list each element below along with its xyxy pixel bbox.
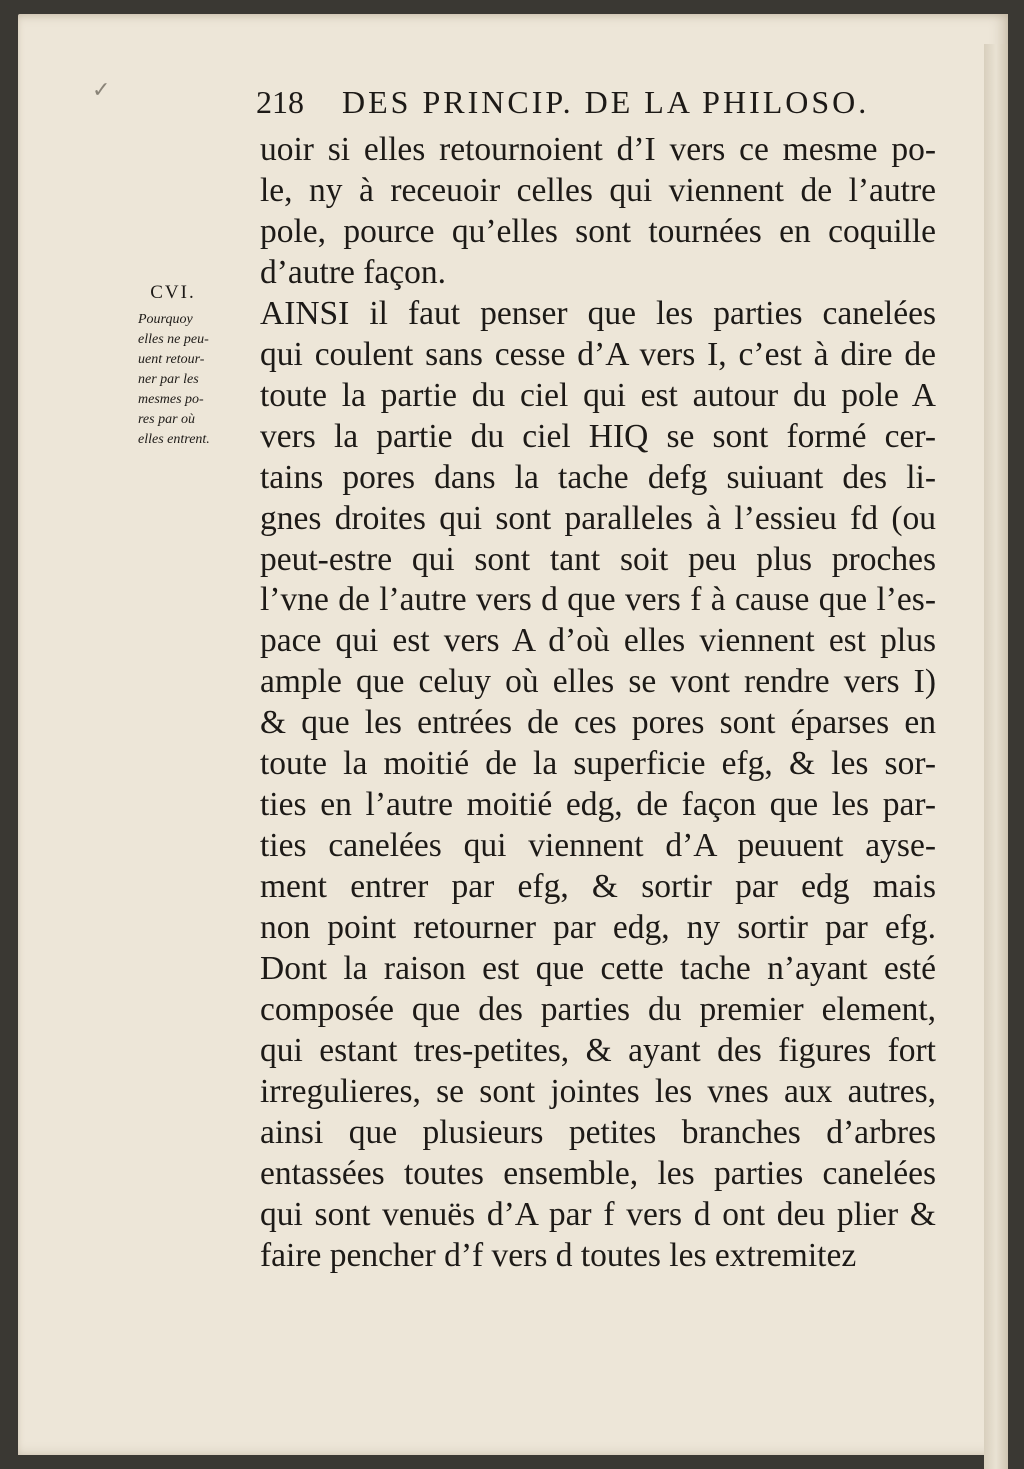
text-line: gnes droites qui sont paralleles à l’essieu fd (ou (260, 499, 936, 537)
text-line: tains pores dans la tache defg suiuant des li- (260, 458, 936, 496)
text-line: AINSI il faut penser que les parties canelées (260, 294, 936, 332)
margin-note-line: uent retour- (138, 352, 205, 367)
margin-note-line: Pourquoy (138, 312, 193, 327)
text-line: composée que des parties du premier element, (260, 990, 936, 1028)
text-line: l’vne de l’autre vers d que vers f à cause que l’es- (260, 581, 936, 619)
text-line: ment entrer par efg, & sortir par edg mais (260, 868, 936, 906)
page-gutter-edge (984, 44, 1008, 1469)
text-line: pace qui est vers A d’où elles viennent est plus (260, 622, 936, 660)
text-line: non point retourner par edg, ny sortir par efg. (260, 909, 936, 947)
text-line: vers la partie du ciel HIQ se sont formé cer- (260, 417, 936, 455)
margin-note-line: mesmes po- (138, 392, 204, 407)
margin-note-number: CVI. (150, 282, 196, 303)
text-line: ample que celuy où elles se vont rendre vers I) (260, 663, 936, 701)
margin-note (138, 282, 260, 450)
text-line: ties canelées qui viennent d’A peuuent ayse- (260, 827, 936, 865)
margin-note-line: elles ne peu- (138, 332, 209, 347)
text-line: entassées toutes ensemble, les parties canelées (260, 1154, 936, 1192)
text-line: faire pencher d’f vers d toutes les extremitez (260, 1236, 857, 1274)
text-line: pole, pource qu’elles sont tournées en coquille (260, 212, 936, 250)
text-line: qui sont venuës d’A par f vers d ont deu plier & (260, 1195, 936, 1233)
text-line: uoir si elles retournoient d’I vers ce mesme po- (260, 131, 936, 168)
text-line: toute la partie du ciel qui est autour du pole A (260, 376, 936, 414)
text-line: le, ny à receuoir celles qui viennent de l’autre (260, 171, 936, 209)
running-head: DES PRINCIP. DE LA PHILOSO. (342, 84, 870, 120)
text-line: toute la moitié de la superficie efg, & les sor- (260, 745, 936, 783)
margin-note-line: ner par les (138, 372, 199, 387)
margin-note-line: res par où (138, 412, 196, 427)
text-line: irregulieres, se sont jointes les vnes aux autres, (260, 1072, 936, 1110)
margin-note-line: elles entrent. (138, 432, 210, 447)
text-line: & que les entrées de ces pores sont éparses en (260, 704, 936, 742)
text-line: ties en l’autre moitié edg, de façon que les par- (260, 786, 936, 824)
text-line: d’autre façon. (260, 253, 447, 291)
text-line: ainsi que plusieurs petites branches d’arbres (260, 1113, 936, 1151)
text-line: peut-estre qui sont tant soit peu plus proches (260, 540, 936, 578)
text-line: qui coulent sans cesse d’A vers I, c’est à dire de (260, 335, 936, 373)
page-header (256, 82, 946, 132)
text-line: qui estant tres-petites, & ayant des figures fort (260, 1031, 936, 1069)
pencil-tick-mark: ✓ (92, 78, 111, 103)
text-line: Dont la raison est que cette tache n’ayant esté (260, 950, 936, 987)
folio-number: 218 (256, 84, 304, 120)
